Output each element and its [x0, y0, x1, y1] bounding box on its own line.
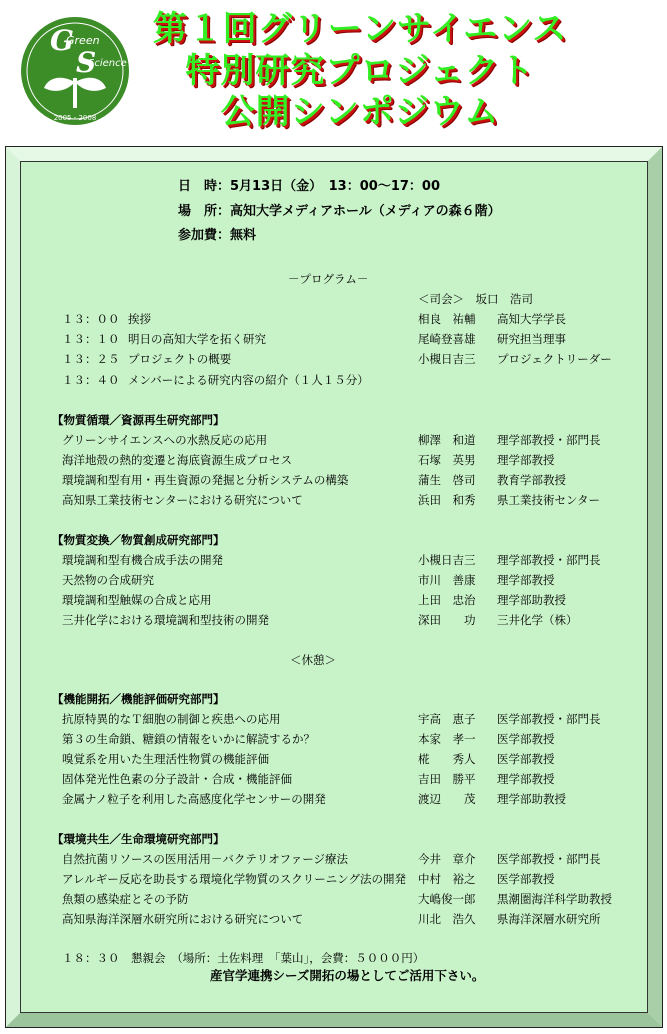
schedule-title: 明日の高知大学を拓く研究: [128, 332, 266, 346]
talk-speaker: 本家 孝一: [418, 732, 476, 746]
schedule-time: １３：００: [62, 312, 120, 326]
schedule-speaker: 相良 祐輔: [418, 312, 476, 326]
section-heading: 【物質変換／物質創成研究部門】: [52, 533, 225, 547]
schedule-title: プロジェクトの概要: [128, 352, 232, 366]
party-line: １８：３０ 懇親会 （場所：土佐料理 「葉山」，会費：５０００円）: [62, 951, 425, 965]
schedule-speaker: 小槻日吉三: [418, 352, 476, 366]
talk-title: 固体発光性色素の分子設計・合成・機能評価: [62, 772, 292, 786]
talk-title: 三井化学における環境調和型技術の開発: [62, 613, 269, 627]
talk-affiliation: 理学部教授・部門長: [497, 433, 601, 447]
talk-speaker: 川北 浩久: [418, 912, 476, 926]
event-date: 日 時：5月13日（金） 13：00～17：00: [178, 179, 440, 194]
talk-title: 魚類の感染症とその予防: [62, 892, 189, 906]
talk-speaker: 宇高 恵子: [418, 712, 476, 726]
talk-affiliation: 黒潮圏海洋科学助教授: [497, 892, 612, 906]
talk-title: 環境調和型有用・再生資源の発掘と分析システムの構築: [62, 473, 349, 487]
talk-speaker: 中村 裕之: [418, 872, 476, 886]
talk-speaker: 上田 忠治: [418, 593, 476, 607]
talk-affiliation: 理学部助教授: [497, 792, 566, 806]
talk-speaker: 渡辺 茂: [418, 792, 476, 806]
schedule-time: １３：４０: [62, 373, 120, 387]
talk-speaker: 浜田 和秀: [418, 493, 476, 507]
schedule-title: メンバーによる研究内容の紹介（１人１５分）: [128, 373, 369, 387]
schedule-speaker: 尾崎登喜雄: [418, 332, 476, 346]
talk-speaker: 深田 功: [418, 613, 476, 627]
title-line-3: 公開シンポジウム: [220, 92, 500, 132]
talk-affiliation: 医学部教授: [497, 752, 555, 766]
talk-affiliation: 医学部教授・部門長: [497, 852, 601, 866]
talk-title: 第３の生命鎖、糖鎖の情報をいかに解読するか？: [62, 732, 315, 746]
closing-message: 産官学連携シーズ開拓の場としてご活用下さい。: [210, 968, 485, 983]
talk-affiliation: 県海洋深層水研究所: [497, 912, 601, 926]
talk-speaker: 小槻日吉三: [418, 553, 476, 567]
talk-title: 環境調和型触媒の合成と応用: [62, 593, 212, 607]
title-line-2: 特別研究プロジェクト: [185, 51, 535, 91]
talk-speaker: 柳澤 和道: [418, 433, 476, 447]
talk-title: 抗原特異的なＴ細胞の制御と疾患への応用: [62, 712, 281, 726]
logo-text-green: Green: [66, 34, 100, 47]
program-heading: －プログラム－: [288, 272, 369, 286]
talk-speaker: 大嶋俊一郎: [418, 892, 476, 906]
svg-text:G: G: [50, 24, 74, 57]
event-fee: 参加費：無料: [178, 228, 257, 243]
section-heading: 【物質循環／資源再生研究部門】: [52, 413, 225, 427]
schedule-time: １３：１０: [62, 332, 120, 346]
talk-affiliation: 理学部教授: [497, 453, 555, 467]
schedule-title: 挨拶: [128, 312, 151, 326]
talk-speaker: 市川 善康: [418, 573, 476, 587]
talk-title: アレルギー反応を助長する環境化学物質のスクリーニング法の開発: [62, 872, 407, 886]
talk-affiliation: 教育学部教授: [497, 473, 566, 487]
talk-affiliation: 理学部教授: [497, 772, 555, 786]
talk-title: 環境調和型有機合成手法の開発: [62, 553, 223, 567]
talk-title: 海洋地殻の熱的変遷と海底資源生成プロセス: [62, 453, 292, 467]
talk-speaker: 石塚 英男: [418, 453, 476, 467]
talk-affiliation: 医学部教授: [497, 732, 555, 746]
talk-affiliation: 理学部教授: [497, 573, 555, 587]
talk-affiliation: 三井化学（株）: [497, 613, 578, 627]
talk-affiliation: 医学部教授・部門長: [497, 712, 601, 726]
talk-title: 高知県海洋深層水研究所における研究について: [62, 912, 304, 926]
section-heading: 【環境共生／生命環境研究部門】: [52, 832, 225, 846]
title-line-1: 第１回グリーンサイエンス: [152, 9, 568, 49]
talk-speaker: 蒲生 啓司: [418, 473, 476, 487]
schedule-affiliation: プロジェクトリーダー: [497, 352, 612, 366]
event-venue: 場 所：高知大学メディアホール（メディアの森６階）: [178, 204, 501, 219]
talk-title: 金属ナノ粒子を利用した高感度化学センサーの開発: [62, 792, 326, 806]
mc-line: ＜司会＞ 坂口 浩司: [418, 292, 533, 306]
talk-title: 自然抗菌リソースの医用活用－バクテリオファージ療法: [62, 852, 349, 866]
talk-title: 天然物の合成研究: [62, 573, 154, 587]
schedule-affiliation: 高知大学学長: [497, 312, 566, 326]
talk-title: グリーンサイエンスへの水熱反応の応用: [62, 433, 268, 447]
section-heading: 【機能開拓／機能評価研究部門】: [52, 692, 225, 706]
talk-speaker: 椛 秀人: [418, 752, 476, 766]
talk-affiliation: 医学部教授: [497, 872, 555, 886]
talk-affiliation: 理学部教授・部門長: [497, 553, 601, 567]
svg-text:S: S: [76, 46, 97, 79]
schedule-time: １３：２５: [62, 352, 120, 366]
talk-speaker: 今井 章介: [418, 852, 476, 866]
break-label: ＜休憩＞: [290, 653, 336, 667]
talk-title: 高知県工業技術センターにおける研究について: [62, 493, 303, 507]
talk-title: 嗅覚系を用いた生理活性物質の機能評価: [62, 752, 269, 766]
logo-years: 2005 - 2008: [53, 114, 97, 122]
logo-text-science: Science: [88, 58, 127, 69]
talk-affiliation: 県工業技術センター: [497, 493, 601, 507]
schedule-affiliation: 研究担当理事: [497, 332, 566, 346]
talk-speaker: 吉田 勝平: [418, 772, 476, 786]
talk-affiliation: 理学部助教授: [497, 593, 566, 607]
